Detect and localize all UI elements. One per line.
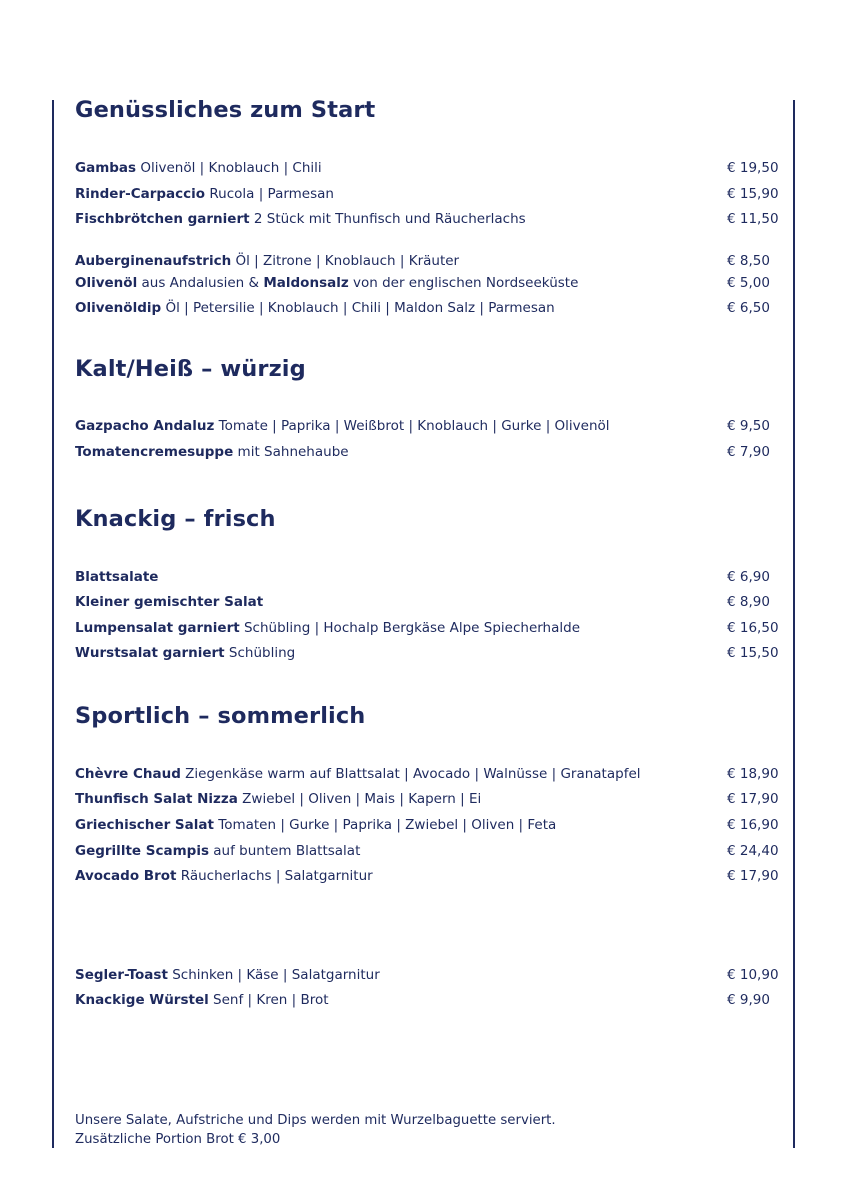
item-description: auf buntem Blattsalat [208,843,361,859]
menu-item-auberginenaufstrich [75,250,777,272]
menu-item-rinder-carpaccio [75,183,777,205]
item-description: Ziegenkäse warm auf Blattsalat | Avocado | Walnüsse | Granatapfel [180,766,641,782]
item-price: € 15,50 [727,645,779,661]
menu-item-wurstsalat [75,642,777,664]
item-description: Olivenöl | Knoblauch | Chili [136,160,322,176]
item-price: € 17,90 [727,868,779,884]
item-price: € 6,50 [727,300,770,316]
menu-item-segler-toast [75,964,777,986]
menu-item-olivenoel [75,272,777,294]
item-description: mit Sahnehaube [233,444,349,460]
item-price: € 18,90 [727,766,779,782]
section-title-sportlich: Sportlich – sommerlich [75,703,366,729]
footer-note-line: Unsere Salate, Aufstriche und Dips werden mit Wurzelbaguette serviert. [75,1113,556,1128]
menu-item-knackige-wuerstel [75,989,777,1011]
item-description: Tomate | Paprika | Weißbrot | Knoblauch | Gurke | Olivenöl [214,418,610,434]
item-description: Zwiebel | Oliven | Mais | Kapern | Ei [237,791,482,807]
item-name: Auberginenaufstrich [75,253,232,269]
menu-item-avocado-brot [75,865,777,887]
section-title-start: Genüssliches zum Start [75,97,376,123]
menu-item-gambas [75,157,777,179]
item-description: 2 Stück mit Thunfisch und Räucherlachs [249,211,526,227]
item-name-secondary: Maldonsalz [263,275,349,291]
item-description: Tomaten | Gurke | Paprika | Zwiebel | Oliven | Feta [213,817,557,833]
menu-item-thunfisch-salat [75,788,777,810]
menu-item-olivenoeldip [75,297,777,319]
item-description: aus Andalusien & [137,275,264,291]
right-border-line [793,100,795,1148]
item-price: € 8,90 [727,594,770,610]
left-border-line [52,100,54,1148]
item-name: Gazpacho Andaluz [75,418,215,434]
item-name: Lumpensalat garniert [75,620,240,636]
footer-note-line: Zusätzliche Portion Brot € 3,00 [75,1132,281,1147]
item-price: € 16,50 [727,620,779,636]
item-name: Tomatencremesuppe [75,444,234,460]
item-name: Griechischer Salat [75,817,214,833]
item-price: € 9,50 [727,418,770,434]
section-title-kalt-heiss: Kalt/Heiß – würzig [75,356,306,382]
item-description: Schübling | Hochalp Bergkäse Alpe Spiecherhalde [239,620,581,636]
item-name: Avocado Brot [75,868,177,884]
item-price: € 5,00 [727,275,770,291]
item-name: Blattsalate [75,569,159,585]
item-name: Knackige Würstel [75,992,209,1008]
menu-item-gegrillte-scampis [75,840,777,862]
item-name: Gegrillte Scampis [75,843,209,859]
footer-note [75,1111,556,1149]
menu-item-blattsalate [75,566,777,588]
menu-item-gazpacho [75,415,777,437]
item-price: € 15,90 [727,186,779,202]
item-price: € 19,50 [727,160,779,176]
item-price: € 9,90 [727,992,770,1008]
item-description: Rucola | Parmesan [205,186,334,202]
item-description: Senf | Kren | Brot [208,992,329,1008]
item-price: € 8,50 [727,253,770,269]
item-description: Räucherlachs | Salatgarnitur [176,868,373,884]
item-price: € 17,90 [727,791,779,807]
item-name: Gambas [75,160,137,176]
item-name: Olivenöl [75,275,138,291]
menu-item-fischbroetchen [75,208,777,230]
item-description-secondary: von der englischen Nordseeküste [348,275,579,291]
item-name: Chèvre Chaud [75,766,181,782]
item-name: Segler-Toast [75,967,168,983]
item-name: Olivenöldip [75,300,162,316]
item-name: Wurstsalat garniert [75,645,225,661]
item-name: Kleiner gemischter Salat [75,594,264,610]
section-title-knackig: Knackig – frisch [75,506,276,532]
menu-item-chevre-chaud [75,763,777,785]
item-price: € 10,90 [727,967,779,983]
item-description: Schinken | Käse | Salatgarnitur [167,967,380,983]
item-description: Öl | Zitrone | Knoblauch | Kräuter [231,253,460,269]
menu-item-kleiner-salat [75,591,777,613]
item-price: € 16,90 [727,817,779,833]
item-name: Fischbrötchen garniert [75,211,250,227]
menu-item-griechischer-salat [75,814,777,836]
item-name: Rinder-Carpaccio [75,186,206,202]
item-description: Schübling [224,645,296,661]
item-price: € 24,40 [727,843,779,859]
item-price: € 6,90 [727,569,770,585]
item-price: € 11,50 [727,211,779,227]
item-price: € 7,90 [727,444,770,460]
item-description: Öl | Petersilie | Knoblauch | Chili | Maldon Salz | Parmesan [161,300,555,316]
menu-item-lumpensalat [75,617,777,639]
item-name: Thunfisch Salat Nizza [75,791,238,807]
menu-item-tomatencremesuppe [75,441,777,463]
